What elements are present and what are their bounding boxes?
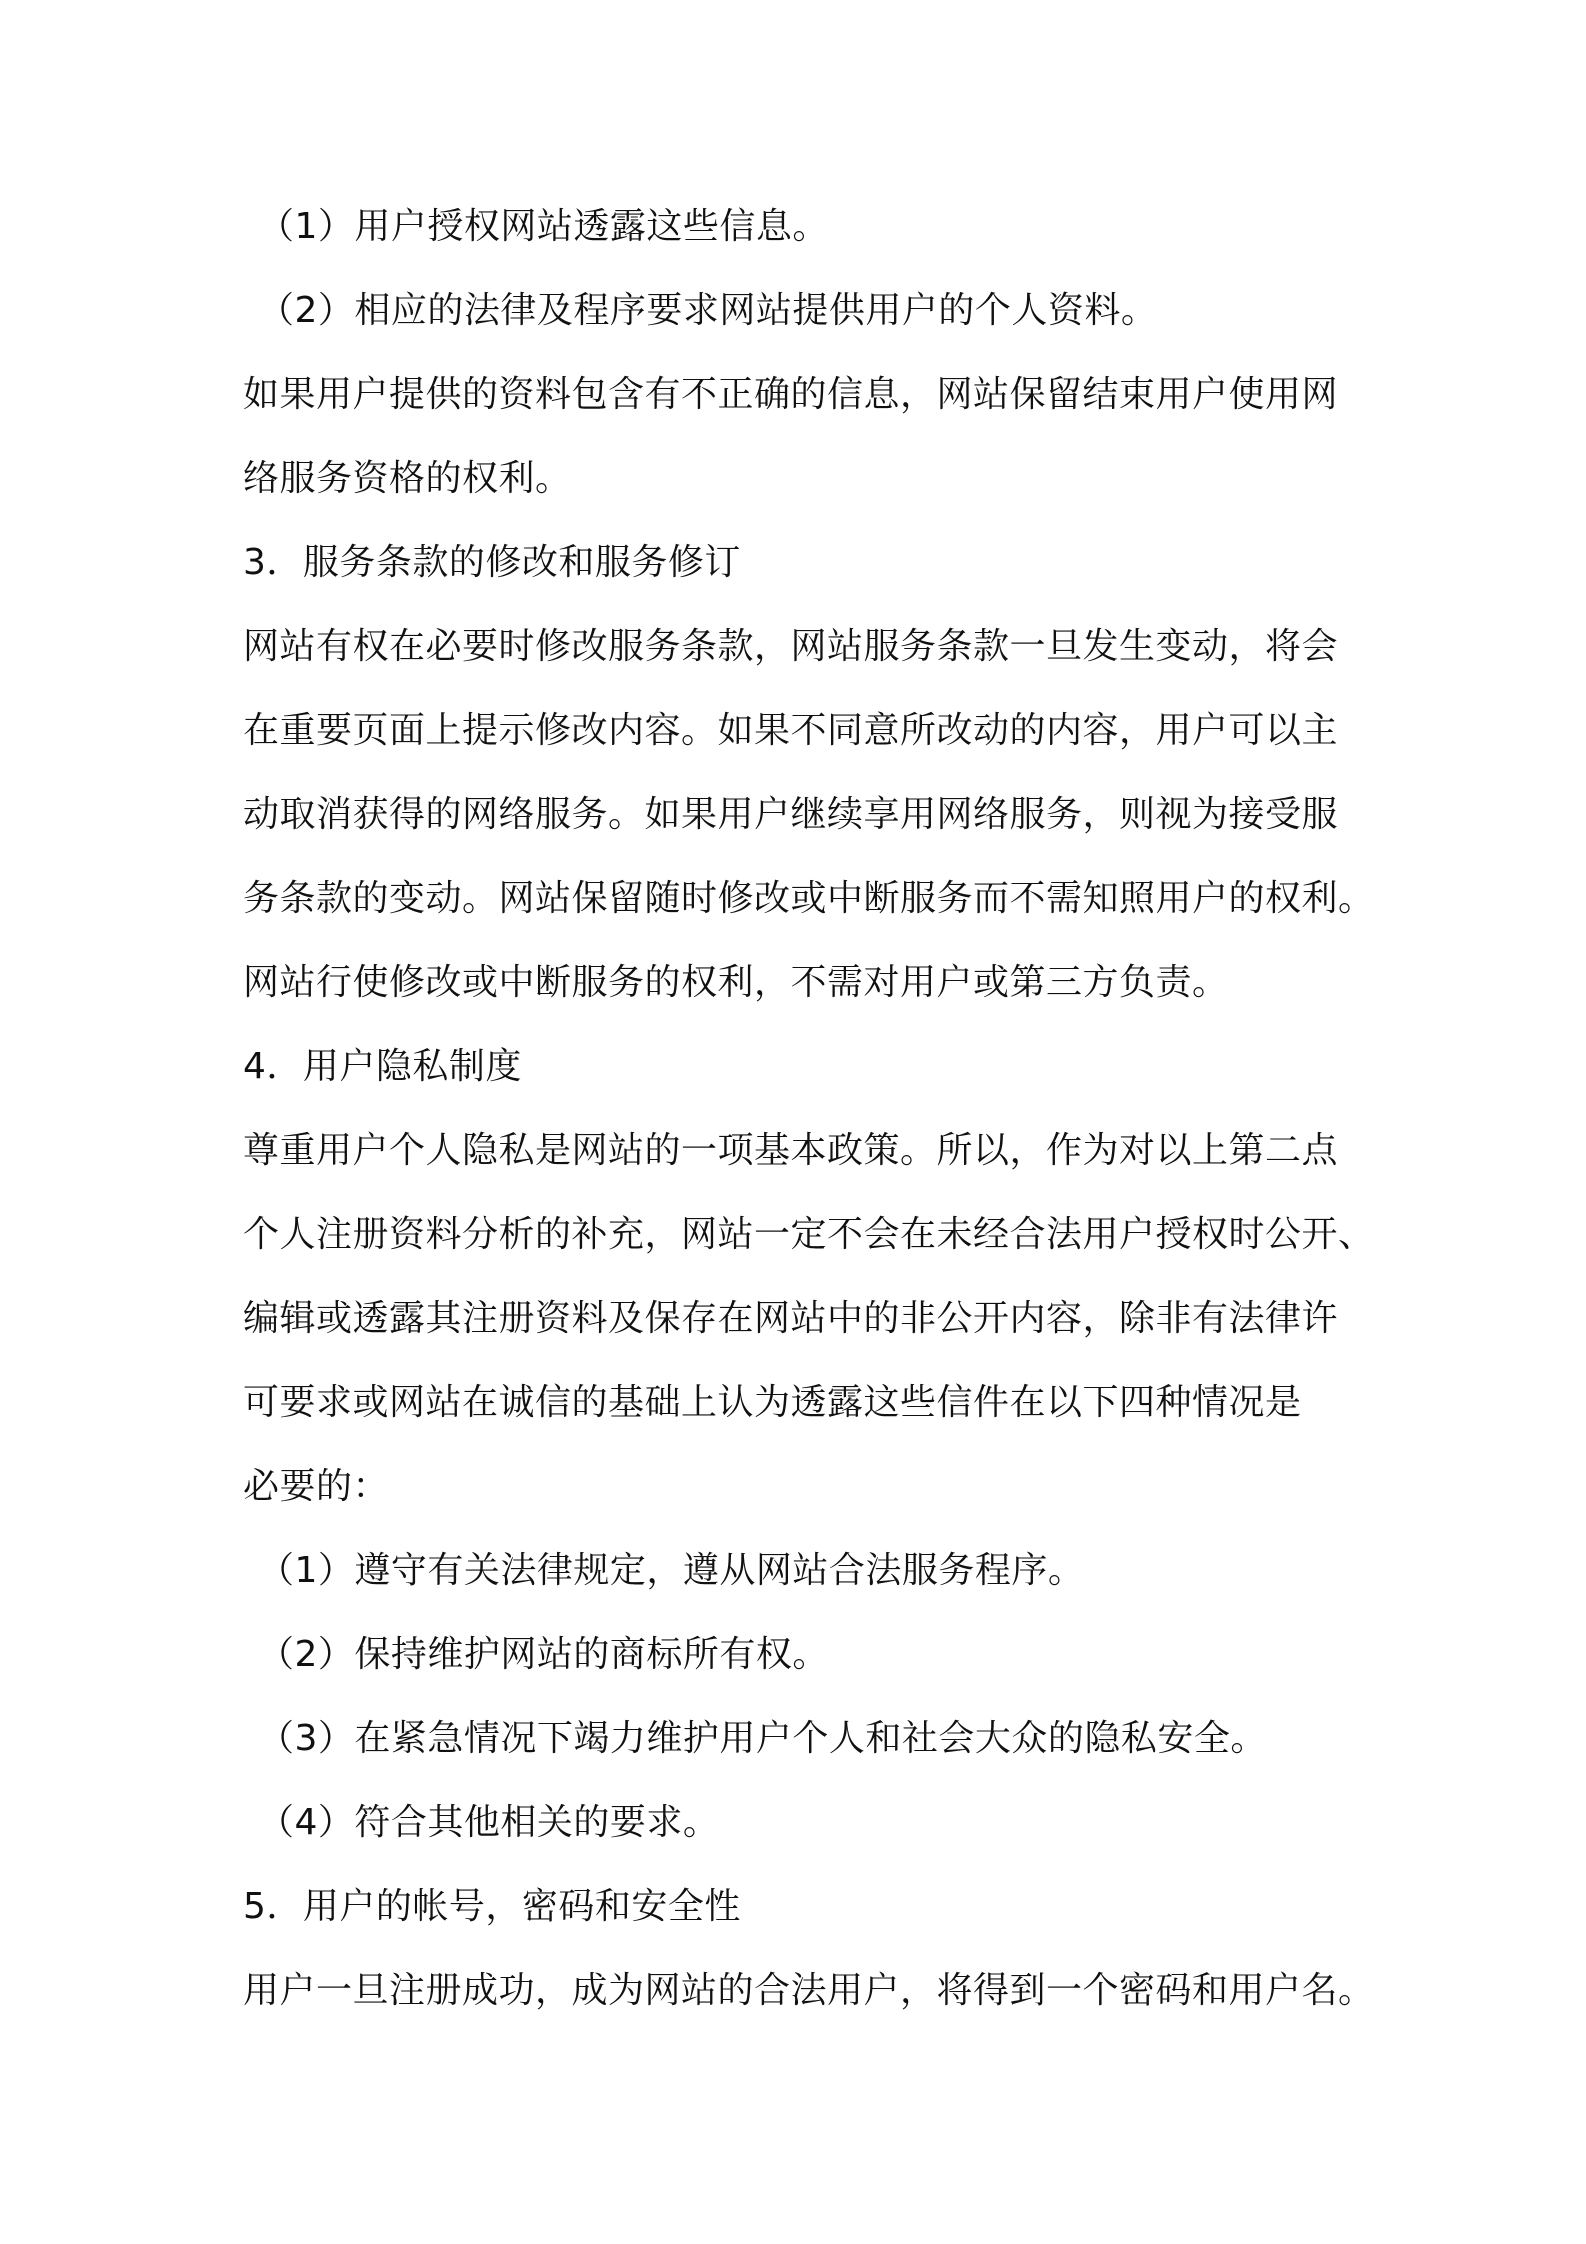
section-heading-4: 4．用户隐私制度	[243, 1046, 522, 1087]
paragraph-line: 在重要页面上提示修改内容。如果不同意所改动的内容，用户可以主	[243, 710, 1339, 751]
paragraph-line: 尊重用户个人隐私是网站的一项基本政策。所以，作为对以上第二点	[243, 1130, 1339, 1171]
paragraph-line: 网站有权在必要时修改服务条款，网站服务条款一旦发生变动，将会	[243, 626, 1339, 667]
list-item-1: （1）用户授权网站透露这些信息。	[258, 206, 829, 247]
paragraph-line: 网站行使修改或中断服务的权利，不需对用户或第三方负责。	[243, 962, 1229, 1003]
paragraph-line: 编辑或透露其注册资料及保存在网站中的非公开内容，除非有法律许	[243, 1298, 1339, 1339]
list-item-1: （1）遵守有关法律规定，遵从网站合法服务程序。	[258, 1550, 1085, 1591]
section-heading-5: 5．用户的帐号，密码和安全性	[243, 1886, 741, 1927]
paragraph-line: 务条款的变动。网站保留随时修改或中断服务而不需知照用户的权利。	[243, 878, 1375, 919]
paragraph-line: 如果用户提供的资料包含有不正确的信息，网站保留结束用户使用网	[243, 374, 1339, 415]
paragraph-line: 用户一旦注册成功，成为网站的合法用户，将得到一个密码和用户名。	[243, 1970, 1375, 2011]
list-item-2: （2）保持维护网站的商标所有权。	[258, 1634, 829, 1675]
paragraph-line: 可要求或网站在诚信的基础上认为透露这些信件在以下四种情况是	[243, 1382, 1302, 1423]
list-item-2: （2）相应的法律及程序要求网站提供用户的个人资料。	[258, 290, 1158, 331]
list-item-3: （3）在紧急情况下竭力维护用户个人和社会大众的隐私安全。	[258, 1718, 1267, 1759]
paragraph-line: 个人注册资料分析的补充，网站一定不会在未经合法用户授权时公开、	[243, 1214, 1375, 1255]
section-heading-3: 3．服务条款的修改和服务修订	[243, 542, 741, 583]
paragraph-line: 动取消获得的网络服务。如果用户继续享用网络服务，则视为接受服	[243, 794, 1339, 835]
list-item-4: （4）符合其他相关的要求。	[258, 1802, 720, 1843]
paragraph-line: 络服务资格的权利。	[243, 458, 572, 499]
paragraph-line: 必要的：	[243, 1466, 390, 1507]
